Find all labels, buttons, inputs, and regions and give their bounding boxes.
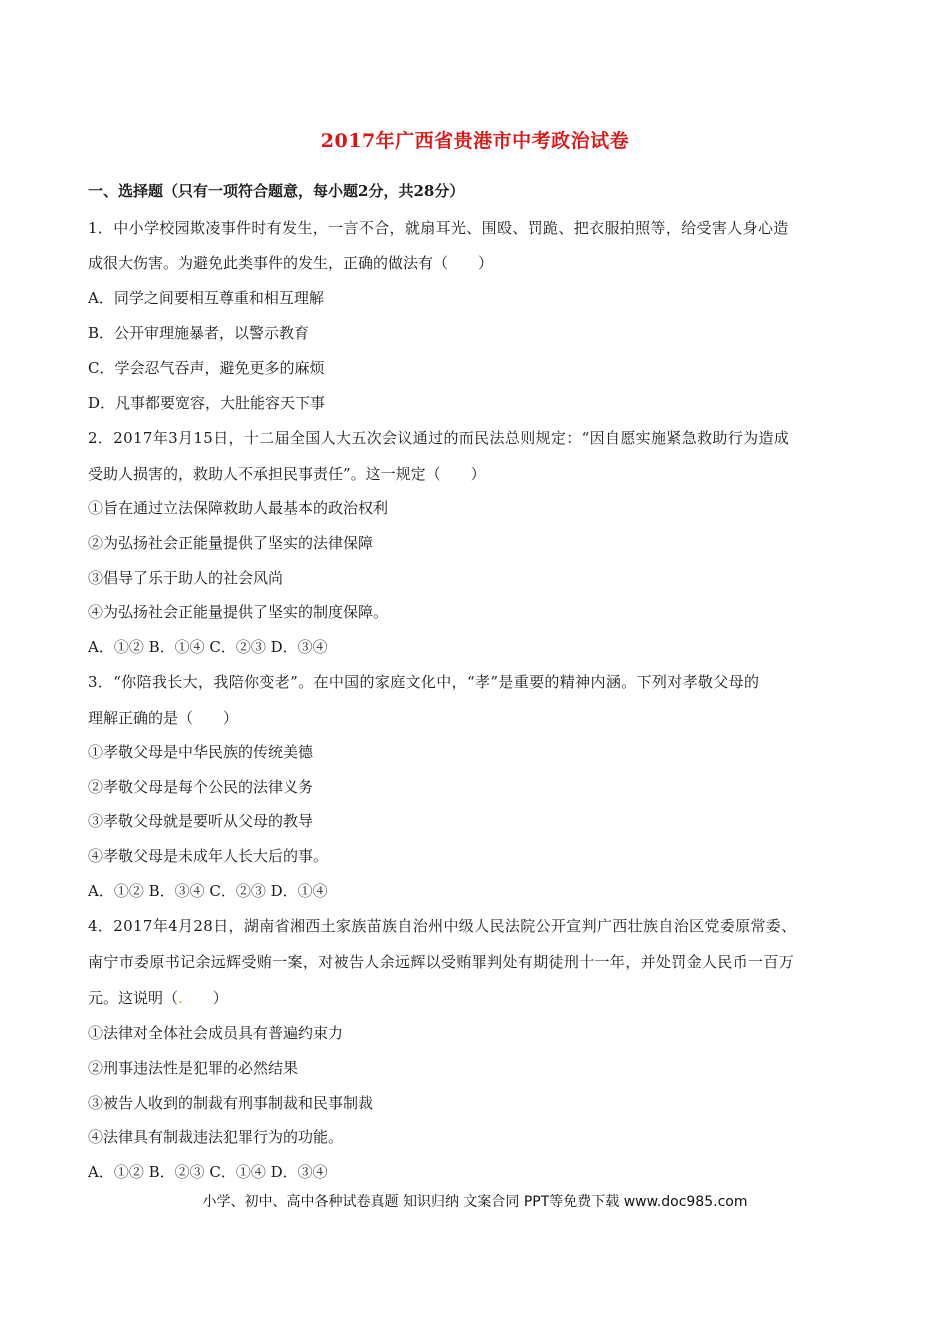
q1-stem-line2: 成很大伤害。为避免此类事件的发生，正确的做法有（ ） (88, 254, 494, 272)
q3-statement-4: ④孝敬父母是未成年人长大后的事。 (88, 847, 329, 865)
q2-stem-line2: 受助人损害的，救助人不承担民事责任”。这一规定（ ） (88, 465, 486, 483)
q4-statement-3: ③被告人收到的制裁有刑事制裁和民事制裁 (88, 1094, 374, 1112)
page-title: 2017年广西省贵港市中考政治试卷 (320, 130, 630, 152)
q3-statement-2: ②孝敬父母是每个公民的法律义务 (88, 778, 314, 796)
q2-options: A．①② B．①④ C．②③ D．③④ (88, 638, 328, 656)
section-heading: 一、选择题（只有一项符合题意，每小题2分，共28分） (88, 182, 465, 200)
q4-statement-1: ①法律对全体社会成员具有普遍约束力 (88, 1024, 344, 1042)
q4-stem-line2: 南宁市委原书记余远辉受贿一案，对被告人余远辉以受贿罪判处有期徒刑十一年，并处罚金人民币一百万 (88, 953, 795, 971)
q1-stem-line1: 1．中小学校园欺凌事件时有发生，一言不合，就扇耳光、围殴、罚跪、把衣服拍照等，给受害人身心造 (88, 219, 789, 237)
q3-stem-line1: 3．“你陪我长大，我陪你变老”。在中国的家庭文化中，“孝”是重要的精神内涵。下列对孝敬父母的 (88, 673, 760, 691)
q3-statement-1: ①孝敬父母是中华民族的传统美德 (88, 743, 314, 761)
q4-stem-line3-dot: . (178, 989, 183, 1007)
q4-options: A．①② B．②③ C．①④ D．③④ (88, 1163, 328, 1181)
q2-stem-line1: 2．2017年3月15日，十二届全国人大五次会议通过的而民法总则规定：“因自愿实施紧急救助行为造成 (88, 429, 790, 447)
q2-statement-2: ②为弘扬社会正能量提供了坚实的法律保障 (88, 534, 374, 552)
q4-stem-line1: 4．2017年4月28日，湖南省湘西土家族苗族自治州中级人民法院公开宣判广西壮族自治区党委原常委、 (88, 917, 797, 935)
q3-options: A．①② B．③④ C．②③ D．①④ (88, 882, 328, 900)
q4-statement-4: ④法律具有制裁违法犯罪行为的功能。 (88, 1128, 344, 1146)
q3-statement-3: ③孝敬父母就是要听从父母的教导 (88, 812, 314, 830)
page-footer: 小学、初中、高中各种试卷真题 知识归纳 文案合同 PPT等免费下载 www.doc985.com (202, 1194, 748, 1210)
q4-stem-line3-end: ） (182, 989, 228, 1007)
q2-statement-3: ③倡导了乐于助人的社会风尚 (88, 569, 284, 587)
q4-statement-2: ②刑事违法性是犯罪的必然结果 (88, 1059, 299, 1077)
q1-option-d: D．凡事都要宽容，大肚能容天下事 (88, 394, 326, 412)
q4-stem-line3-start: 元。这说明（ (88, 989, 179, 1007)
q4-stem-line3 (88, 987, 228, 1008)
q1-option-c: C．学会忍气吞声，避免更多的麻烦 (88, 359, 325, 377)
q3-stem-line2: 理解正确的是（ ） (88, 709, 239, 727)
q1-option-b: B．公开审理施暴者，以警示教育 (88, 324, 310, 342)
q2-statement-4: ④为弘扬社会正能量提供了坚实的制度保障。 (88, 603, 389, 621)
q1-option-a: A．同学之间要相互尊重和相互理解 (88, 289, 324, 307)
q2-statement-1: ①旨在通过立法保障救助人最基本的政治权利 (88, 499, 389, 517)
